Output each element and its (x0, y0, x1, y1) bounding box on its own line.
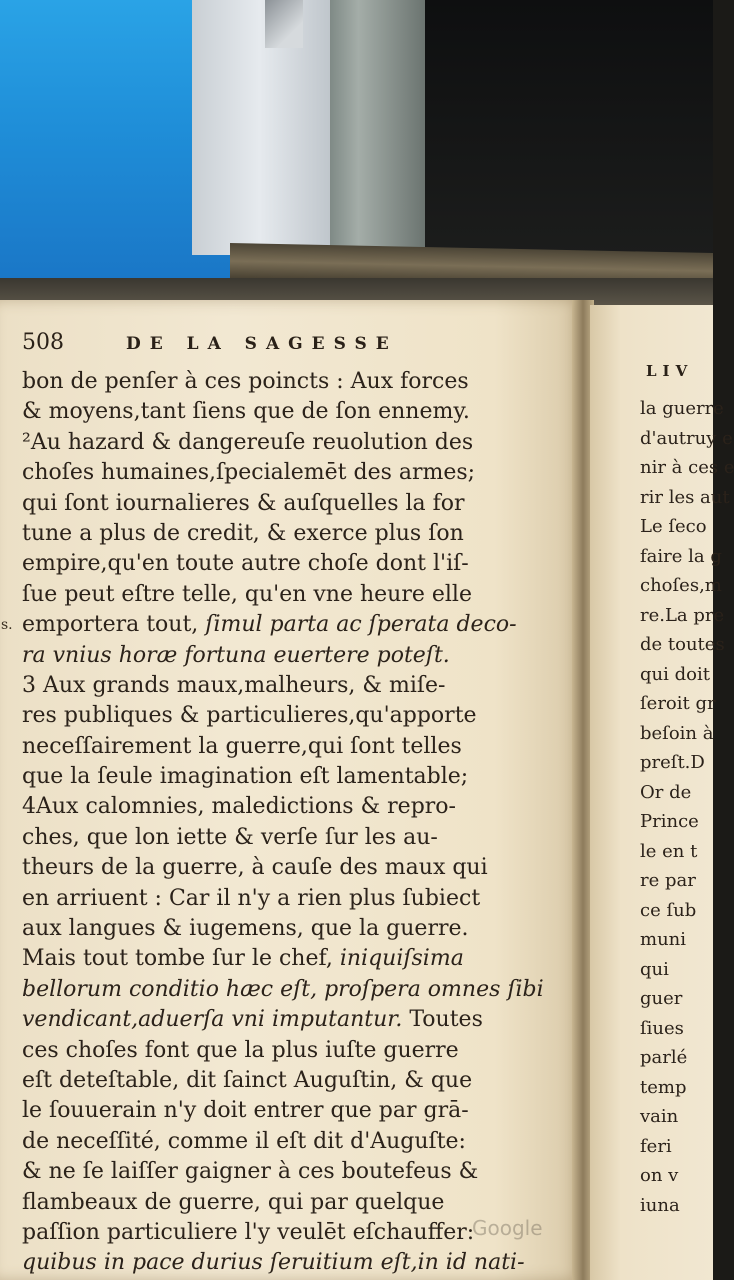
text-line (22, 701, 532, 731)
line-italic-text: iniquiſsima (339, 946, 464, 972)
line-text: neceſſairement la guerre,qui ſont telles (22, 733, 462, 759)
line-text: de neceſſité, comme il eſt dit d'Auguſte: (22, 1128, 466, 1154)
right-text-line: re par (640, 870, 696, 891)
right-text-line: le en t (640, 840, 698, 862)
right-text-line: Prince (640, 811, 699, 832)
line-italic-text: bellorum conditio hæc eſt, proſpera omnes ſibi (22, 976, 544, 1002)
line-text: eſt deteſtable, dit ſainct Auguſtin, & que (22, 1067, 473, 1093)
text-line (22, 732, 532, 762)
text-line (22, 519, 532, 549)
line-text: tune a plus de credit, & exerce plus ſon (22, 520, 464, 546)
text-line (22, 914, 532, 944)
line-text: empire,qu'en toute autre choſe dont l'iſ- (22, 551, 469, 577)
line-text: ²Au hazard & dangereuſe reuolution des (22, 429, 474, 455)
line-text: 3 Aux grands maux,malheurs, & miſe- (22, 672, 446, 698)
right-text-line: ſiues (640, 1017, 684, 1039)
line-text: emportera tout, (22, 612, 206, 638)
right-text-line: preſt.D (640, 752, 705, 773)
text-line (22, 1096, 532, 1126)
text-line (22, 549, 532, 579)
text-line (22, 1157, 532, 1187)
line-text: aux langues & iugemens, que la guerre. (22, 916, 469, 942)
frame-edge-background (330, 0, 425, 255)
text-line (22, 975, 544, 1005)
right-text-line: vain (640, 1106, 679, 1127)
right-text-line: la guerre (640, 398, 724, 419)
line-text: paſſion particuliere l'y veulēt eſchauffer: (22, 1219, 475, 1245)
page-number: 508 (22, 330, 64, 355)
line-text: & ne ſe laiſſer gaigner à ces boutefeus & (22, 1159, 479, 1185)
right-text-line: Le ſeco (640, 516, 707, 537)
line-text: & moyens,tant ſiens que de ſon ennemy. (22, 399, 470, 425)
right-text-line: iuna (640, 1194, 680, 1216)
line-text: 4Aux calomnies, maledictions & repro- (22, 794, 456, 820)
right-text-line: rir les aut (640, 486, 730, 508)
dark-background (425, 0, 713, 260)
right-text-line: choſes,m (640, 575, 722, 596)
text-line (22, 1066, 532, 1096)
line-text: bon de penſer à ces poincts : Aux forces (22, 369, 469, 394)
right-text-line: qui (640, 958, 669, 980)
text-line (22, 397, 532, 427)
line-text: qui ſont iournalieres & auſquelles la for (22, 490, 465, 516)
line-text: ches, que lon iette & verſe ſur les au- (22, 824, 438, 850)
right-text-line: guer (640, 988, 683, 1009)
right-text-line: muni (640, 929, 687, 950)
right-text-line: parlé (640, 1047, 688, 1068)
line-italic-text: ſimul parta ac ſperata deco- (205, 612, 517, 638)
text-line (22, 458, 532, 488)
right-text-line: feri (640, 1135, 672, 1157)
line-text: en arriuent : Car il n'y a rien plus ſubiect (22, 885, 481, 911)
line-text: flambeaux de guerre, qui par quelque (22, 1189, 445, 1215)
left-page-text (22, 367, 544, 1279)
line-text: ces choſes font que la plus iuſte guerre (22, 1037, 459, 1063)
text-line (22, 944, 532, 974)
line-italic-text: ra vnius horæ fortuna euertere poteſt. (22, 642, 450, 668)
line-text: Mais tout tombe ſur le chef, (22, 946, 340, 972)
line-text: res publiques & particulieres,qu'apporte (22, 703, 477, 729)
text-line (22, 823, 532, 853)
line-text: theurs de la guerre, à cauſe des maux qui (22, 855, 488, 881)
paper-fold (265, 0, 303, 48)
right-text-line: re.La pre (640, 604, 725, 626)
right-page-text (640, 394, 734, 1220)
left-page-header (22, 330, 442, 360)
text-line (22, 489, 532, 519)
watermark: Google (472, 1216, 543, 1240)
right-text-line: ſeroit gr (640, 693, 716, 714)
right-running-head: LIV (646, 362, 694, 380)
right-text-line: beſoin à (640, 722, 714, 744)
line-text-after: Toutes (402, 1007, 483, 1033)
right-text-line: d'autruy e (640, 427, 733, 449)
text-line (22, 1188, 532, 1218)
margin-note: s. (1, 617, 13, 633)
text-line (22, 610, 532, 640)
text-line (22, 1127, 532, 1157)
right-text-line: faire la g (640, 545, 722, 567)
text-line (22, 792, 532, 822)
running-head: DE LA SAGESSE (126, 334, 398, 354)
right-text-line: ce ſub (640, 899, 697, 921)
line-text: ſue peut eſtre telle, qu'en vne heure elle (22, 581, 472, 607)
text-line (22, 367, 532, 397)
line-italic-text: quibus in pace durius ſeruitium eſt,in id nati- (22, 1250, 525, 1276)
right-text-line: de toutes (640, 634, 725, 655)
text-line (22, 762, 532, 792)
text-line (22, 1218, 532, 1248)
text-line (22, 1036, 532, 1066)
right-text-line: qui doit (640, 663, 710, 685)
text-line (22, 1005, 532, 1035)
text-line (22, 428, 532, 458)
text-line (22, 853, 532, 883)
line-text: le ſouuerain n'y doit entrer que par grā- (22, 1098, 469, 1124)
text-line (22, 580, 532, 610)
right-text-line: Or de (640, 781, 692, 803)
right-text-line: on v (640, 1165, 679, 1186)
right-text-line: temp (640, 1076, 687, 1098)
line-text: que la ſeule imagination eſt lamentable; (22, 764, 469, 790)
right-text-line: nir à ces e (640, 457, 734, 478)
text-line (22, 884, 532, 914)
text-line (22, 1248, 532, 1278)
line-italic-text: vendicant,aduerſa vni imputantur. (22, 1007, 403, 1033)
line-text: choſes humaines,ſpecialemēt des armes; (22, 460, 476, 486)
text-line (22, 671, 532, 701)
text-line (22, 641, 532, 671)
